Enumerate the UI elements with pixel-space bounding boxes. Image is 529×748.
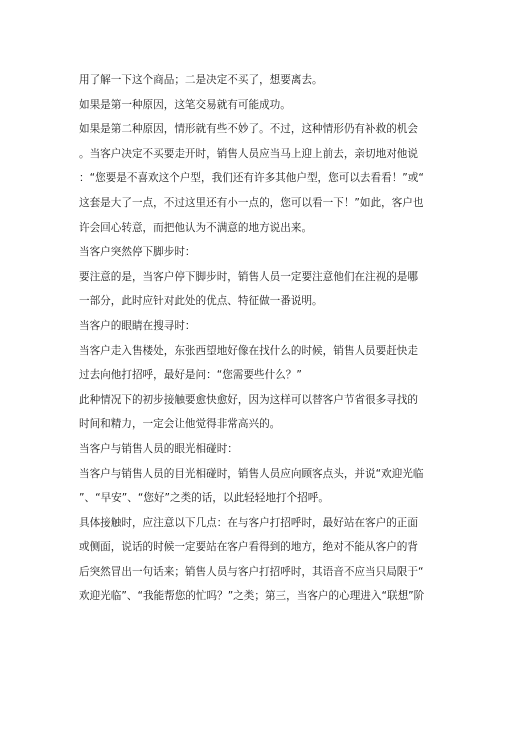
text-line: 当客户走入售楼处，东张西望地好像在找什么的时候，销售人员要赶快走 bbox=[79, 344, 418, 357]
section-heading: 当客户突然停下脚步时： bbox=[79, 246, 196, 259]
text-line: 当客户与销售人员的目光相碰时，销售人员应向顾客点头，并说“欢迎光临 bbox=[79, 467, 424, 480]
text-line: 一部分，此时应针对此处的优点、特征做一番说明。 bbox=[79, 295, 323, 308]
text-line: 如果是第一种原因，这笔交易就有可能成功。 bbox=[79, 98, 291, 111]
text-line: 这套是大了一点，不过这里还有小一点的，您可以看一下！”如此，客户也 bbox=[79, 196, 424, 209]
section-heading: 当客户的眼睛在搜寻时： bbox=[79, 319, 196, 332]
text-line: 欢迎光临”、“我能帮您的忙吗？”之类；第三，当客户的心理进入“联想”阶 bbox=[79, 590, 425, 603]
text-line: ：“您要是不喜欢这个户型，我们还有许多其他户型，您可以去看看！”或“ bbox=[79, 172, 424, 185]
text-line: 具体接触时，应注意以下几点：在与客户打招呼时，最好站在客户的正面 bbox=[79, 516, 418, 529]
text-line: 过去向他打招呼，最好是问：“您需要些什么？” bbox=[79, 369, 302, 382]
body-text bbox=[79, 68, 449, 609]
text-line: 如果是第二种原因，情形就有些不妙了。不过，这种情形仍有补救的机会 bbox=[79, 123, 418, 136]
text-line: 许会回心转意，而把他认为不满意的地方说出来。 bbox=[79, 221, 313, 234]
text-line: 用了解一下这个商品；二是决定不买了，想要离去。 bbox=[79, 74, 323, 86]
text-line: 此种情况下的初步接触要愈快愈好，因为这样可以替客户节省很多寻找的 bbox=[79, 393, 418, 406]
text-line: ”、“早安”、“您好”之类的话，以此轻轻地打个招呼。 bbox=[79, 492, 329, 505]
text-line: 或侧面，说话的时候一定要站在客户看得到的地方，绝对不能从客户的背 bbox=[79, 541, 418, 554]
text-line: 。当客户决定不买要走开时，销售人员应当马上迎上前去，亲切地对他说 bbox=[79, 147, 418, 160]
section-heading: 当客户与销售人员的眼光相碰时： bbox=[79, 442, 238, 455]
text-line: 时间和精力，一定会让他觉得非常高兴的。 bbox=[79, 418, 281, 431]
text-line: 要注意的是，当客户停下脚步时，销售人员一定要注意他们在注视的是哪 bbox=[79, 270, 418, 283]
text-line: 后突然冒出一句话来；销售人员与客户打招呼时，其语音不应当只局限于“ bbox=[79, 565, 424, 578]
